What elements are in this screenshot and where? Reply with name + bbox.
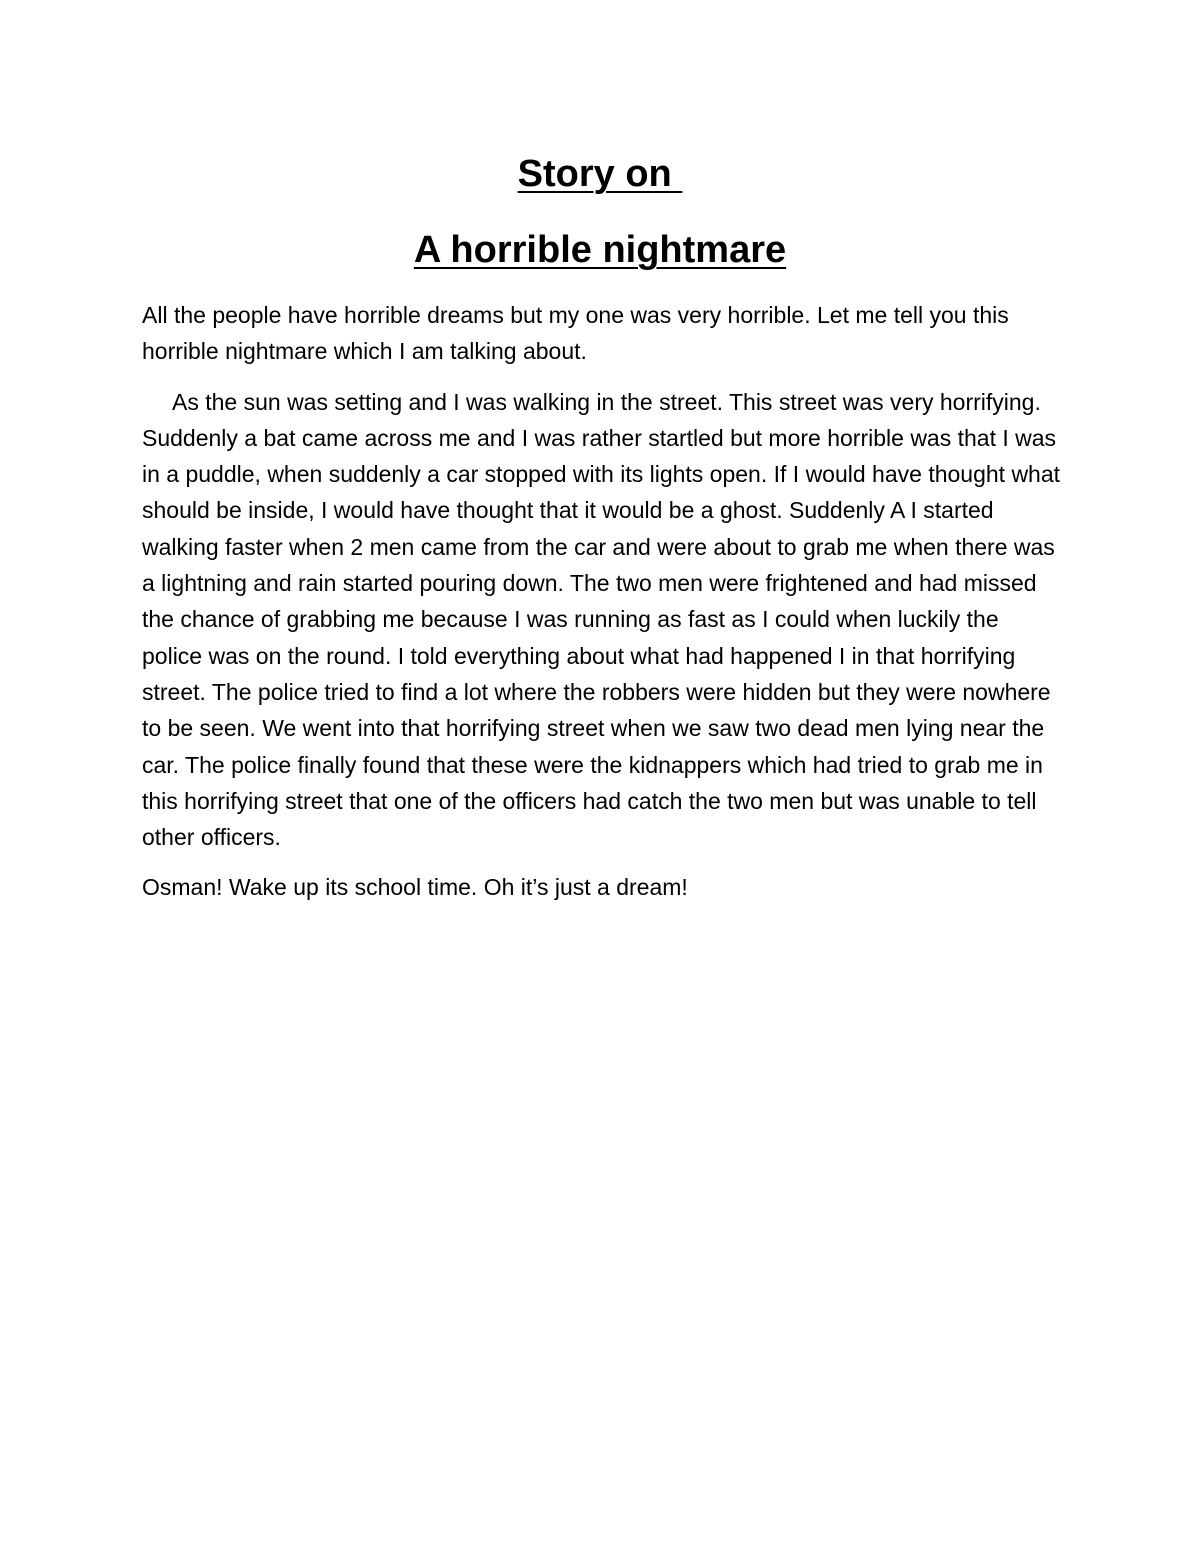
document-title-line-1: Story on — [517, 153, 683, 195]
document-body — [142, 297, 1062, 920]
paragraph-story: As the sun was setting and I was walking in the street. This street was very horrifying. Suddenly a bat came across me and I was rather startled but more horrible was that I was in a puddle, when suddenly a car stopped with its lights open. If I would have thought what should be inside, I would have thought that it would be a ghost. Suddenly A I started walking faster when 2 men came from the car and were about to grab me when there was a lightning and rain started pouring down. The two men were frightened and had missed the chance of grabbing me because I was running as fast as I could when luckily the police was on the round. I told everything about what had happened I in that horrifying street. The police tried to find a lot where the robbers were hidden but they were nowhere to be seen. We went into that horrifying street when we saw two dead men lying near the car. The police finally found that these were the kidnappers which had tried to grab me in this horrifying street that one of the officers had catch the two men but was unable to tell other officers. — [142, 388, 1061, 851]
document-title-line-2: A horrible nightmare — [413, 229, 787, 271]
paragraph-ending: Osman! Wake up its school time. Oh it’s just a dream! — [142, 874, 688, 901]
paragraph-intro: All the people have horrible dreams but my one was very horrible. Let me tell you this horrible nightmare which I am talking about. — [142, 302, 1009, 365]
